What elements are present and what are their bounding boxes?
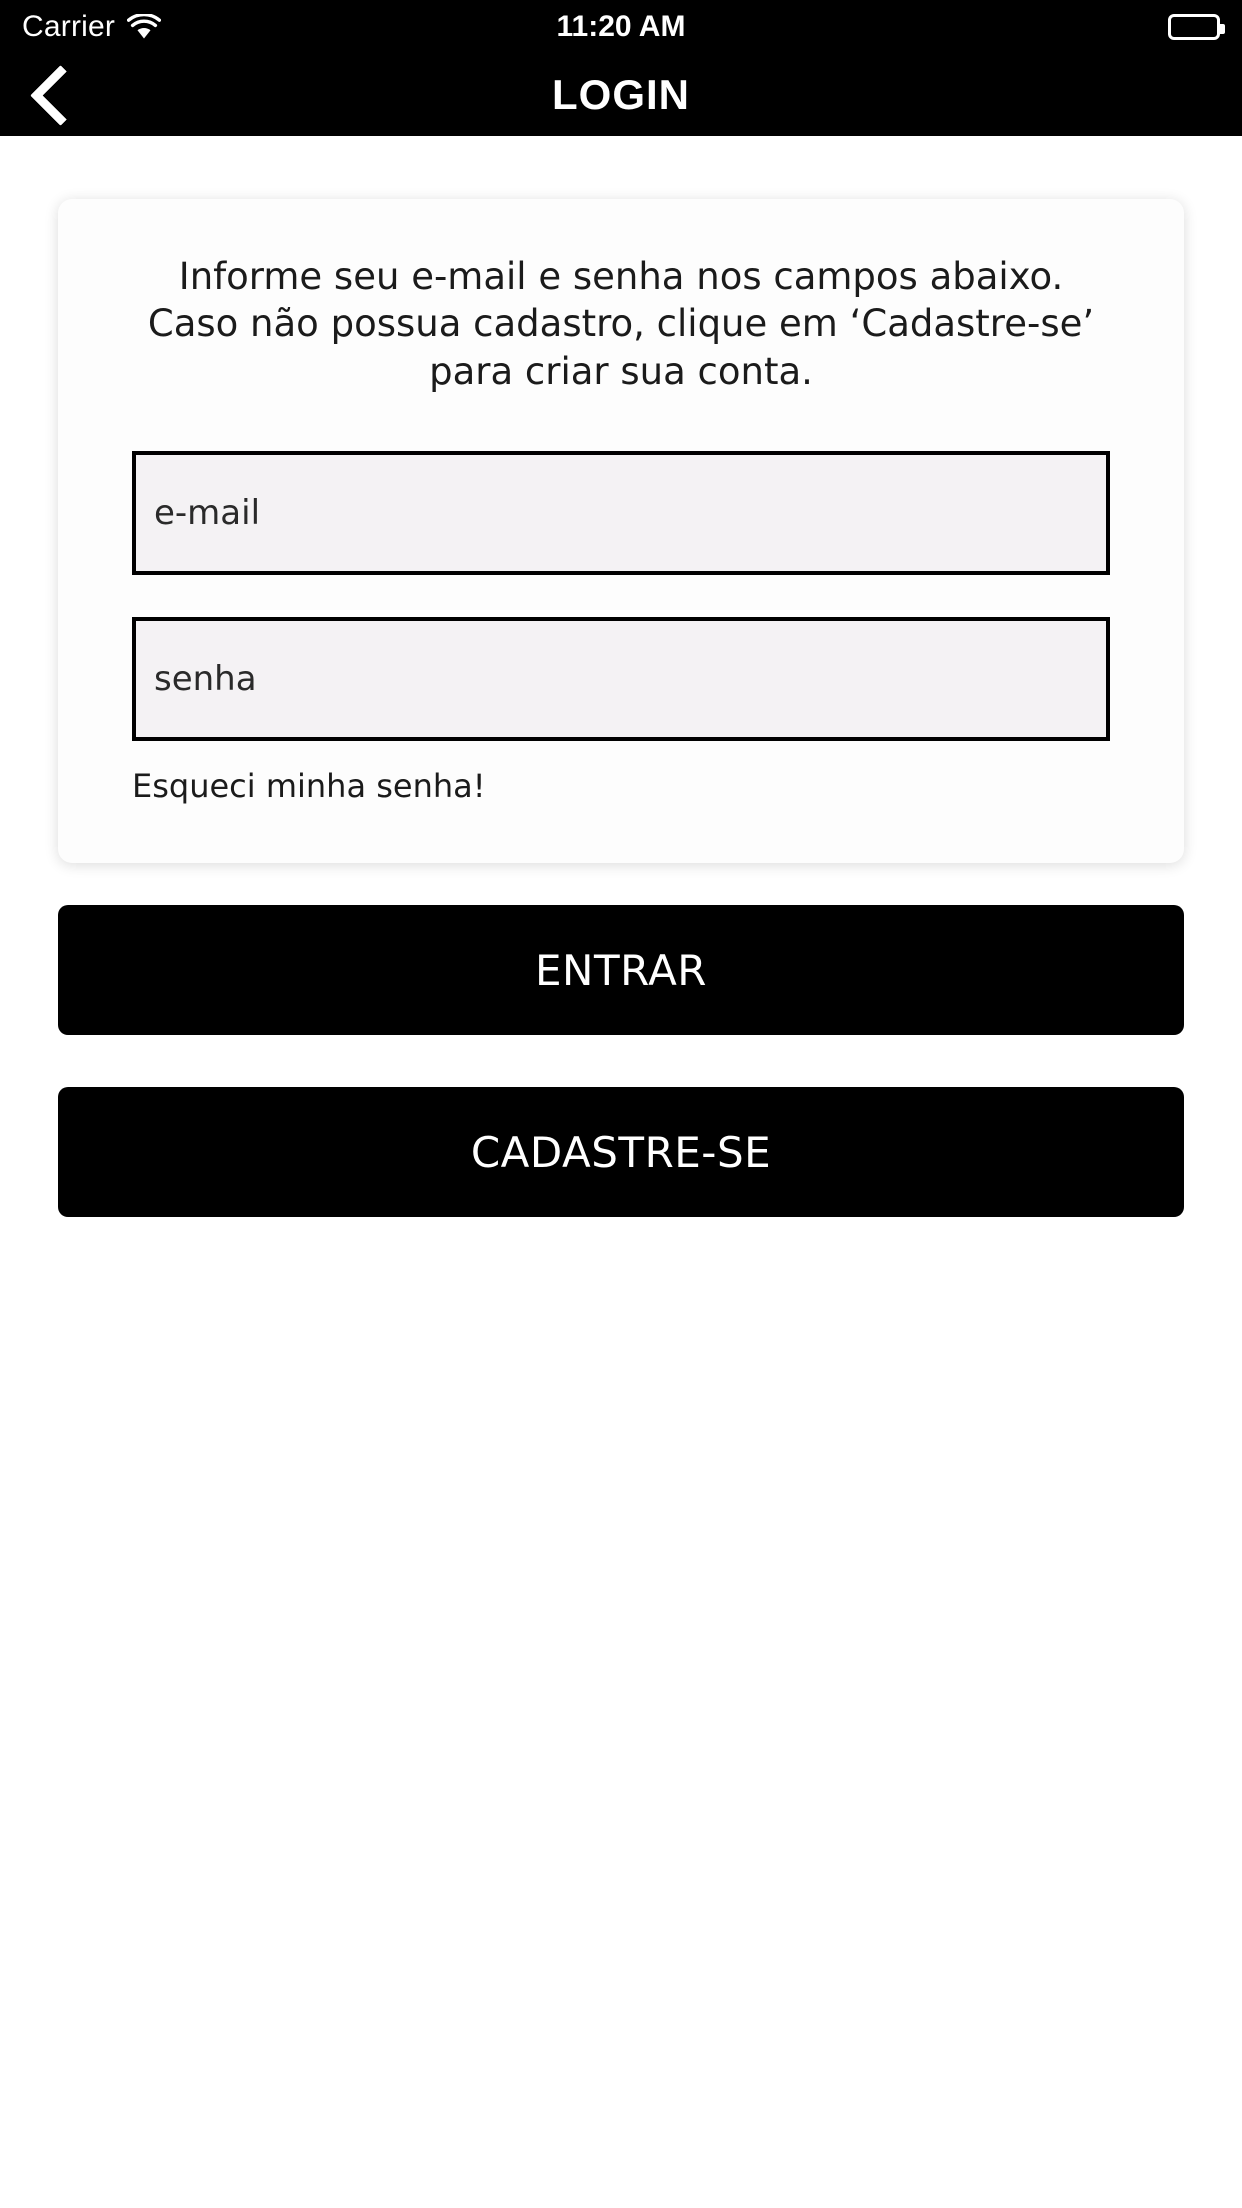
signup-button[interactable]: CADASTRE-SE [58, 1087, 1184, 1217]
wifi-icon [127, 14, 161, 40]
chevron-left-icon [30, 65, 91, 126]
email-input[interactable] [132, 451, 1110, 575]
status-bar-right [1168, 14, 1220, 40]
back-button[interactable] [0, 54, 110, 136]
login-button[interactable]: ENTRAR [58, 905, 1184, 1035]
carrier-label: Carrier [22, 10, 116, 43]
intro-text: Informe seu e-mail e senha nos campos abaixo. Caso não possua cadastro, clique em ‘Cadastre-se’ para criar sua conta. [147, 255, 1095, 393]
page-title: LOGIN [552, 71, 690, 118]
battery-icon [1168, 14, 1220, 40]
status-bar [0, 0, 1242, 54]
forgot-password-link[interactable]: Esqueci minha senha! [132, 767, 486, 806]
login-card [58, 199, 1184, 863]
nav-bar [0, 54, 1242, 136]
status-bar-time: 11:20 AM [556, 10, 686, 43]
password-input[interactable] [132, 617, 1110, 741]
status-bar-left [22, 10, 161, 44]
main-content [0, 199, 1242, 1217]
